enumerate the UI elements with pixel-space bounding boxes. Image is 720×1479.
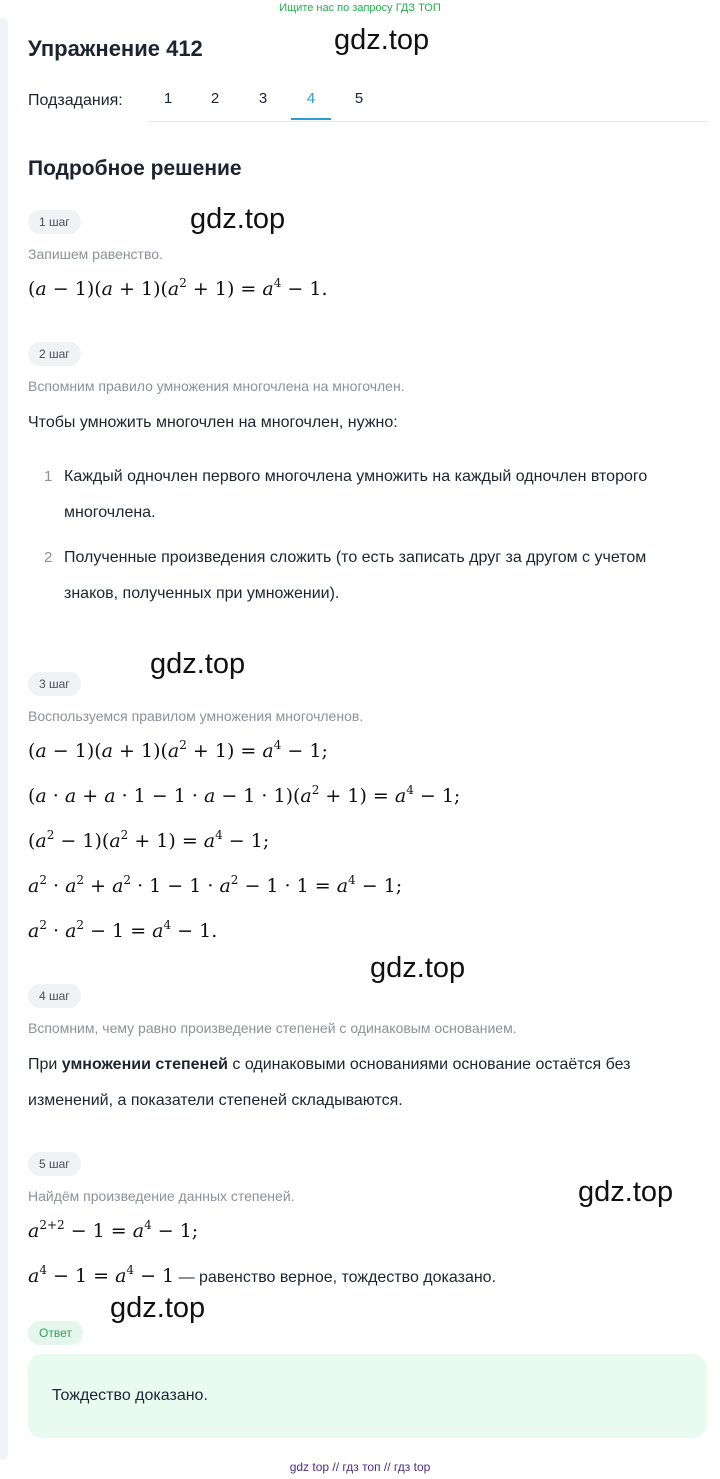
top-banner[interactable]: Ищите нас по запросу ГДЗ ТОП [279, 2, 441, 14]
step-badge: 2 шаг [28, 342, 81, 366]
formula: $a^2 \cdot a^2 + a^2 \cdot 1 - 1 \cdot a^2 - 1 \cdot 1 = a^4 - 1$; [28, 873, 403, 897]
rule-text: Чтобы умножить многочлен на многочлен, нужно: [28, 414, 398, 431]
step-hint: Найдём произведение данных степеней. [28, 1188, 295, 1204]
step-badge: 5 шаг [28, 1152, 81, 1176]
tab-subtask-5[interactable]: 5 [354, 90, 364, 107]
highlighted-term: умножении степеней [61, 1056, 228, 1073]
tab-subtask-4[interactable]: 4 [306, 90, 316, 107]
step-hint: Воспользуемся правилом умножения многочленов. [28, 708, 364, 724]
tab-subtask-3[interactable]: 3 [258, 90, 268, 107]
subtasks-label: Подзадания: [28, 92, 123, 109]
formula: $(a - 1)(a + 1)(a^2 + 1) = a^4 - 1$; [28, 738, 328, 762]
step-hint: Запишем равенство. [28, 246, 163, 262]
watermark: gdz.top [190, 203, 286, 235]
watermark: gdz.top [578, 1176, 674, 1208]
rule-text: При умножении степеней с одинаковыми основаниями основание остаётся без изменений, а показатели степеней складываются. [28, 1056, 631, 1109]
formula: $a^2 \cdot a^2 - 1 = a^4 - 1$. [28, 918, 218, 942]
formula: $(a \cdot a + a \cdot 1 - 1 \cdot a - 1 \cdot 1)(a^2 + 1) = a^4 - 1$; [28, 783, 461, 807]
step-hint: Вспомним правило умножения многочлена на многочлен. [28, 378, 405, 394]
step-badge: 3 шаг [28, 672, 81, 696]
subtasks-tabs [148, 80, 708, 122]
footer-links[interactable]: gdz top // гдз топ // гдз top [289, 1460, 431, 1474]
watermark: gdz.top [110, 1292, 206, 1324]
answer-box [28, 1354, 707, 1438]
formula: $(a - 1)(a + 1)(a^2 + 1) = a^4 - 1$. [28, 276, 328, 300]
list-item: Каждый одночлен первого многочлена умножить на каждый одночлен второго многочлена. [64, 468, 648, 521]
step-badge: 1 шаг [28, 210, 81, 234]
list-number: 2 [44, 549, 53, 566]
watermark: gdz.top [334, 24, 430, 56]
watermark: gdz.top [150, 648, 246, 680]
formula: $a^{2+2} - 1 = a^4 - 1$; [28, 1218, 199, 1242]
formula: $(a^2 - 1)(a^2 + 1) = a^4 - 1$; [28, 828, 270, 852]
formula: $a^4 - 1 = a^4 - 1$ — равенство верное, тождество доказано. [28, 1263, 497, 1287]
list-item: Полученные произведения сложить (то есть записать друг за другом с учетом знаков, полученных при умножении). [64, 549, 647, 602]
answer-badge: Ответ [28, 1321, 83, 1345]
step-hint: Вспомним, чему равно произведение степеней с одинаковым основанием. [28, 1020, 517, 1036]
tab-subtask-2[interactable]: 2 [210, 90, 220, 107]
page-title: Упражнение 412 [28, 36, 203, 61]
step-badge: 4 шаг [28, 984, 81, 1008]
active-tab-indicator [291, 118, 331, 120]
list-number: 1 [44, 468, 53, 485]
answer-text: Тождество доказано. [52, 1387, 208, 1404]
tab-subtask-1[interactable]: 1 [163, 90, 173, 107]
section-title: Подробное решение [28, 157, 242, 180]
watermark: gdz.top [370, 952, 466, 984]
left-edge-strip [0, 18, 8, 1460]
